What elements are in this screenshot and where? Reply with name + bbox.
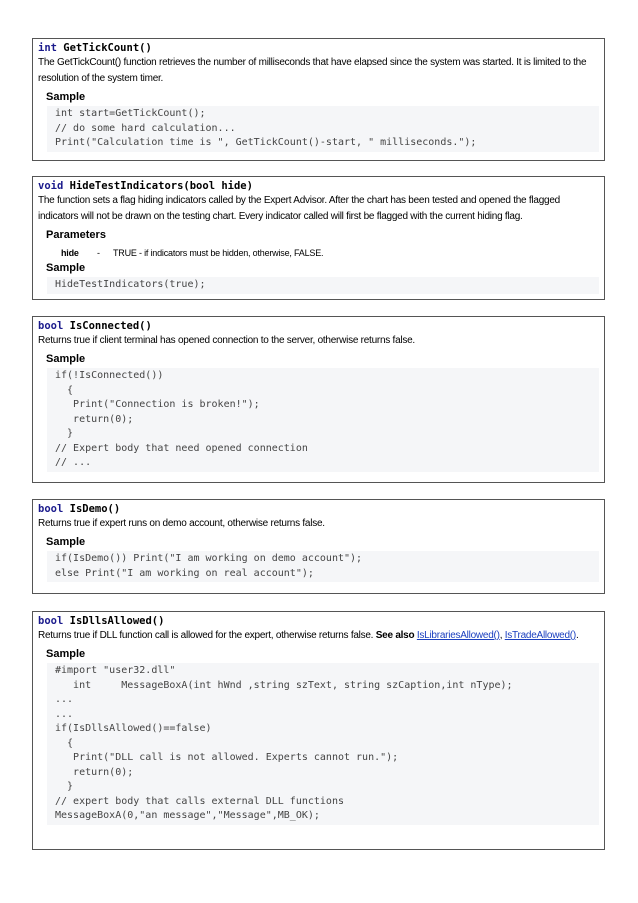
return-type: bool	[38, 503, 64, 515]
code-line: // Expert body that need opened connection	[55, 442, 308, 454]
parameter-name: hide	[61, 248, 79, 258]
code-line: int start=GetTickCount();	[55, 108, 206, 119]
function-description: Returns true if DLL function call is allowed for the expert, otherwise returns false. See also IsLibrariesAllowed(), IsTradeAllowed().	[38, 630, 579, 641]
sample-heading: Sample	[46, 648, 86, 660]
function-signature	[33, 612, 604, 628]
function-signature	[33, 39, 604, 55]
description-text: Returns true if DLL function call is allowed for the expert, otherwise returns false.	[38, 630, 374, 641]
section-gettickcount	[32, 38, 605, 161]
see-also-label: See also	[375, 630, 415, 641]
sample-heading: Sample	[46, 262, 86, 274]
code-line: // expert body that calls external DLL functions	[55, 795, 344, 807]
link-istradeallowed[interactable]: IsTradeAllowed()	[504, 630, 576, 641]
code-line: {	[55, 737, 74, 749]
code-line: if(!IsConnected())	[55, 370, 164, 381]
code-line: // ...	[55, 457, 92, 468]
parameter-row	[33, 243, 604, 260]
sample-heading: Sample	[46, 353, 86, 365]
function-description: The GetTickCount() function retrieves the number of milliseconds that have elapsed since the system was started. It is limited to the resolution of the system timer.	[38, 57, 587, 84]
code-line: Print("Calculation time is ", GetTickCount()-start, " milliseconds.");	[55, 137, 477, 148]
code-line: if(IsDemo()) Print("I am working on demo account");	[55, 553, 363, 564]
return-type: void	[38, 180, 64, 192]
code-sample	[47, 368, 599, 472]
function-name: GetTickCount()	[56, 42, 152, 54]
code-line: Print("Connection is broken!");	[55, 399, 260, 410]
code-sample	[47, 106, 599, 152]
code-line: #import "user32.dll"	[55, 665, 176, 676]
parameter-dash: -	[97, 248, 100, 258]
code-sample	[47, 663, 599, 825]
code-line: }	[55, 781, 74, 792]
section-isdemo	[32, 499, 605, 594]
section-isdllsallowed	[32, 611, 605, 850]
function-signature	[33, 317, 604, 333]
link-islibrariesallowed[interactable]: IsLibrariesAllowed()	[416, 630, 500, 641]
sample-heading: Sample	[46, 536, 86, 548]
code-line: Print("DLL call is not allowed. Experts cannot run.");	[55, 752, 399, 763]
code-line: // do some hard calculation...	[55, 122, 236, 134]
return-type: bool	[38, 615, 64, 627]
return-type: bool	[38, 320, 64, 332]
function-description: Returns true if expert runs on demo account, otherwise returns false.	[38, 518, 325, 529]
code-sample	[47, 277, 599, 294]
sample-heading: Sample	[46, 91, 86, 103]
parameter-description: TRUE - if indicators must be hidden, otherwise, FALSE.	[113, 248, 324, 258]
code-line: return(0);	[55, 766, 134, 778]
function-signature	[33, 500, 604, 516]
function-name: IsConnected()	[63, 320, 152, 332]
function-name: IsDemo()	[63, 503, 121, 515]
code-sample	[47, 551, 599, 582]
function-description: Returns true if client terminal has opened connection to the server, otherwise returns false.	[38, 335, 415, 346]
code-line: else Print("I am working on real account");	[55, 567, 314, 579]
section-isconnected	[32, 316, 605, 483]
code-line: {	[55, 384, 74, 396]
code-line: ...	[55, 694, 74, 705]
code-line: return(0);	[55, 413, 134, 425]
function-name: IsDllsAllowed()	[63, 615, 165, 627]
function-signature	[33, 177, 604, 193]
function-name: HideTestIndicators(bool hide)	[63, 180, 253, 192]
section-hidetestindicators	[32, 176, 605, 300]
function-description: The function sets a flag hiding indicators called by the Expert Advisor. After the chart has been tested and opened the flagged indicators will not be drawn on the testing chart. Every indicator called will first be flagged with the current hiding flag.	[38, 195, 560, 222]
code-line: int MessageBoxA(int hWnd ,string szText, string szCaption,int nType);	[55, 679, 513, 691]
return-type: int	[38, 42, 57, 54]
code-line: HideTestIndicators(true);	[55, 279, 206, 290]
code-line: }	[55, 428, 74, 439]
code-line: if(IsDllsAllowed()==false)	[55, 723, 212, 734]
code-line: ...	[55, 708, 74, 720]
code-line: MessageBoxA(0,"an message","Message",MB_OK);	[55, 810, 320, 821]
parameters-heading: Parameters	[46, 229, 106, 241]
